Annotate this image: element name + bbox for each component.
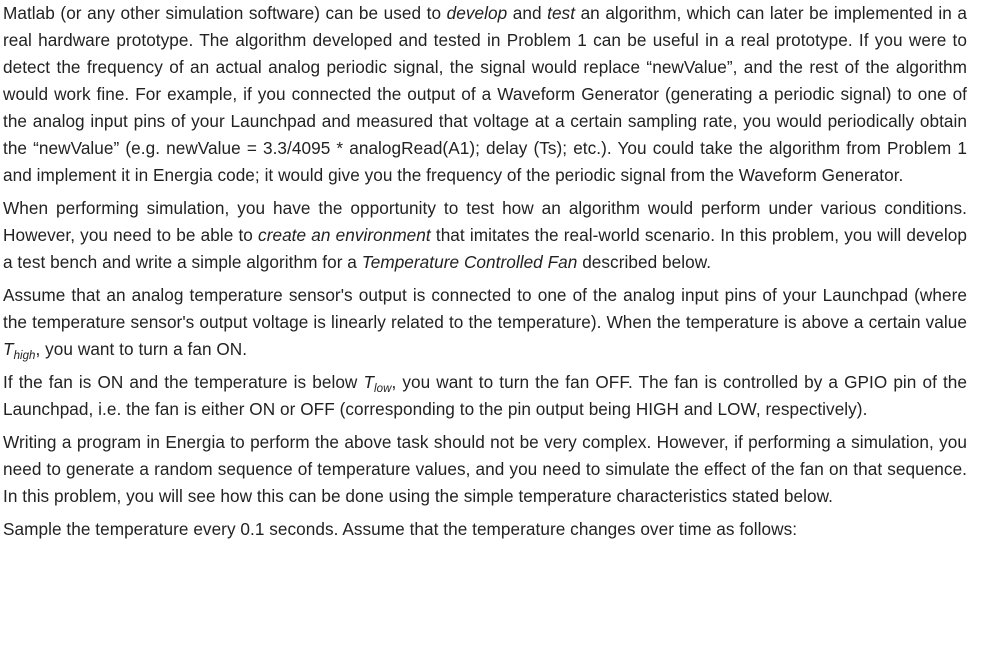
paragraph-text: Assume that an analog temperature sensor's output is connected to one of the analog input pins of your Launchpad (where the temperature sensor's output voltage is linearly related to the temperature). When the temperature is above a certain value (3, 285, 967, 332)
paragraph-intro (3, 0, 967, 189)
paragraph-sensor (3, 282, 967, 363)
paragraph-energia (3, 429, 967, 510)
emphasis-create-environment: create an environment (258, 225, 431, 245)
paragraph-sampling (3, 516, 967, 543)
paragraph-text: and (507, 3, 548, 23)
paragraph-text: described below. (577, 252, 712, 272)
paragraph-text: If the fan is ON and the temperature is below (3, 372, 364, 392)
paragraph-text: , you want to turn the fan OFF. The fan is controlled by a GPIO pin of the Launchpad, i.e. the fan is either ON or OFF (corresponding to the pin output being HIGH and LOW, respectively). (3, 372, 968, 419)
variable-symbol: T (363, 372, 375, 392)
variable-symbol: T (3, 339, 14, 359)
variable-subscript: high (13, 350, 36, 362)
variable-t-high (3, 339, 36, 362)
paragraph-text: When performing simulation, you have the opportunity to test how an algorithm would perform under various conditions. However, you need to be able to (3, 198, 967, 245)
paragraph-text: Writing a program in Energia to perform the above task should not be very complex. However, if performing a simulation, you need to generate a random sequence of temperature values, and you need to simulate the effect of the fan on that sequence. In this problem, you will see how this can be done using the simple temperature characteristics stated below. (3, 432, 967, 506)
paragraph-text: , you want to turn a fan ON. (35, 339, 248, 359)
paragraph-fan-off (3, 369, 967, 423)
paragraph-text: an algorithm, which can later be implemented in a real hardware prototype. The algorithm developed and tested in Problem 1 can be useful in a real prototype. If you were to detect the frequency of an actual analog periodic signal, the signal would replace “newValue”, and the rest of the algorithm would work fine. For example, if you connected the output of a Waveform Generator (generating a periodic signal) to one of the analog input pins of your Launchpad and measured that voltage at a certain sampling rate, you would periodically obtain the “newValue” (e.g. newValue = 3.3/4095 * analogRead(A1); delay (Ts); etc.). You could take the algorithm from Problem 1 and implement it in Energia code; it would give you the frequency of the periodic signal from the Waveform Generator. (3, 3, 968, 185)
paragraph-text: that imitates the real-world scenario. In this problem, you will develop a test bench and write a simple algorithm for a (3, 225, 967, 272)
document-page (3, 0, 967, 543)
paragraph-text: Sample the temperature every 0.1 seconds. Assume that the temperature changes over time as follows: (3, 519, 798, 539)
variable-t-low (363, 372, 392, 395)
paragraph-text: Matlab (or any other simulation software) can be used to (3, 3, 447, 23)
emphasis-temperature-controlled-fan: Temperature Controlled Fan (361, 252, 578, 272)
variable-subscript: low (374, 383, 392, 395)
emphasis-develop: develop (446, 3, 508, 23)
emphasis-test: test (547, 3, 576, 23)
paragraph-simulation (3, 195, 967, 276)
